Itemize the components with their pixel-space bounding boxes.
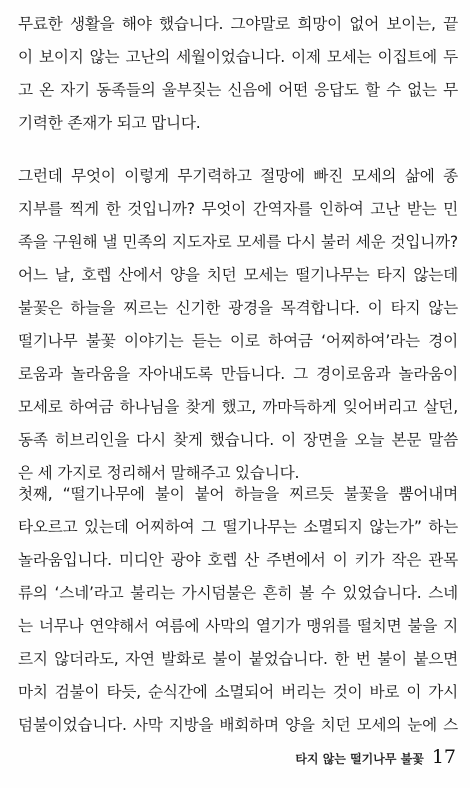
text-line: 로움과 놀라움을 자아내도록 만듭니다. 그 경이로움과 놀라움이 [18,365,458,383]
text-line: 은 세 가지로 정리해서 말해주고 있습니다. [18,464,300,482]
text-line: 동족 히브리인을 다시 찾게 했습니다. 이 장면을 오늘 본문 말씀 [18,431,458,449]
text-line: 족을 구원해 낼 민족의 지도자로 모세를 다시 불러 세운 것입니까? [18,233,458,251]
paragraph-3 [18,478,458,742]
text-line: 어느 날, 호렙 산에서 양을 치던 모세는 떨기나무는 타지 않는데 [18,266,458,284]
text-line: 모세로 하여금 하나님을 찾게 했고, 까마득하게 잊어버리고 살던, [18,398,458,416]
page-footer [295,746,456,774]
page-number: 17 [431,746,456,768]
text-line: 불꽃은 하늘을 찌르는 신기한 광경을 목격합니다. 이 타지 않는 [18,299,458,317]
text-line: 첫째, “떨기나무에 불이 붙어 하늘을 찌르듯 불꽃을 뿜어내며 [18,485,458,503]
paragraph-2 [18,160,458,490]
text-line: 는 너무나 연약해서 여름에 사막의 열기가 맹위를 떨치면 불을 지 [18,617,458,635]
paragraph-1 [18,8,458,140]
running-title: 타지 않는 떨기나무 불꽃 [295,752,424,766]
text-line: 르지 않더라도, 자연 발화로 불이 붙었습니다. 한 번 불이 붙으면 [18,650,458,668]
text-line: 그런데 무엇이 이렇게 무기력하고 절망에 빠진 모세의 삶에 종 [18,167,458,185]
text-line: 이 보이지 않는 고난의 세월이었습니다. 이제 모세는 이집트에 두 [18,48,458,66]
text-line: 류의 ‘스네’라고 불리는 가시덤불은 흔히 볼 수 있었습니다. 스네 [18,584,458,602]
text-line: 지부를 찍게 한 것입니까? 무엇이 간역자를 인하여 고난 받는 민 [18,200,458,218]
text-line: 무료한 생활을 해야 했습니다. 그야말로 희망이 없어 보이는, 끝 [18,15,458,33]
text-line: 덤불이었습니다. 사막 지방을 배회하며 양을 치던 모세의 눈에 스 [18,716,458,734]
text-line: 마치 검불이 타듯, 순식간에 소멸되어 버리는 것이 바로 이 가시 [18,683,458,701]
text-line: 놀라움입니다. 미디안 광야 호렙 산 주변에서 이 키가 작은 관목 [18,551,458,569]
text-line: 떨기나무 불꽃 이야기는 듣는 이로 하여금 ‘어찌하여’라는 경이 [18,332,458,350]
text-line: 고 온 자기 동족들의 울부짖는 신음에 어떤 응답도 할 수 없는 무 [18,81,458,99]
text-line: 기력한 존재가 되고 맙니다. [18,114,201,132]
text-line: 타오르고 있는데 어찌하여 그 떨기나무는 소멸되지 않는가” 하는 [18,518,458,536]
